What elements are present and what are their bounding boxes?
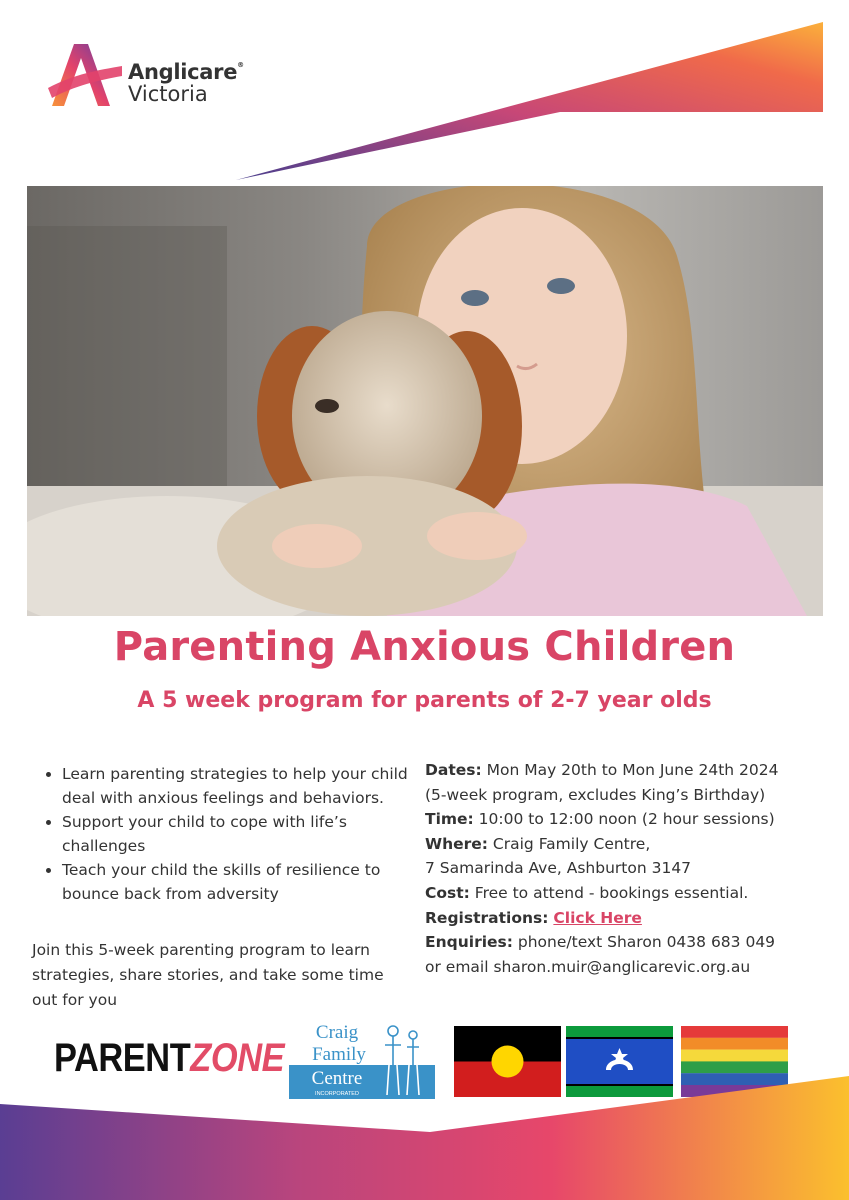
registrations-row: Registrations: Click Here [425,908,642,927]
logo-line-anglicare: Anglicare® [128,60,244,84]
bottom-swoosh-decoration [0,1060,849,1200]
page-title: Parenting Anxious Children [113,624,736,670]
enquiries-row: Enquiries: phone/text Sharon 0438 683 049 [425,933,776,952]
incorporated-word: INCORPORATED [315,1091,359,1097]
page-subtitle: A 5 week program for parents of 2-7 year olds [137,688,712,713]
dates-row: Dates: Mon May 20th to Mon June 24th 2024 [425,761,779,779]
where-row: Where: Craig Family Centre, [425,834,651,853]
where-address: 7 Samarinda Ave, Ashburton 3147 [425,859,692,878]
time-row: Time: 10:00 to 12:00 noon (2 hour sessions) [425,810,775,829]
program-details [425,758,835,979]
dates-note: (5-week program, excludes King’s Birthday) [425,785,766,804]
benefits-list [40,762,432,906]
family-word: Family [312,1044,366,1065]
list-item: • Support your child to cope with life’s challenges [62,810,432,858]
registration-link[interactable]: Click Here [553,908,642,927]
logo-line-victoria: Victoria [128,82,208,106]
list-item: • Teach your child the skills of resilience to bounce back from adversity [62,858,432,906]
hero-photo-girl-with-plush-dog [27,186,823,616]
anglicare-logo-mark [44,36,124,116]
intro-paragraph: Join this 5-week parenting program to learn strategies, share stories, and take some time out for you [32,941,384,1009]
email-line: or email sharon.muir@anglicarevic.org.au [425,957,751,976]
centre-word: Centre [311,1068,363,1089]
anglicare-logo-text [128,62,244,105]
list-item: • Learn parenting strategies to help your child deal with anxious feelings and behaviors. [62,762,432,810]
parentzone-logo: PARENTZONE [54,1036,285,1080]
craig-word: Craig [315,1022,359,1043]
cost-row: Cost: Free to attend - bookings essential. [425,883,749,902]
